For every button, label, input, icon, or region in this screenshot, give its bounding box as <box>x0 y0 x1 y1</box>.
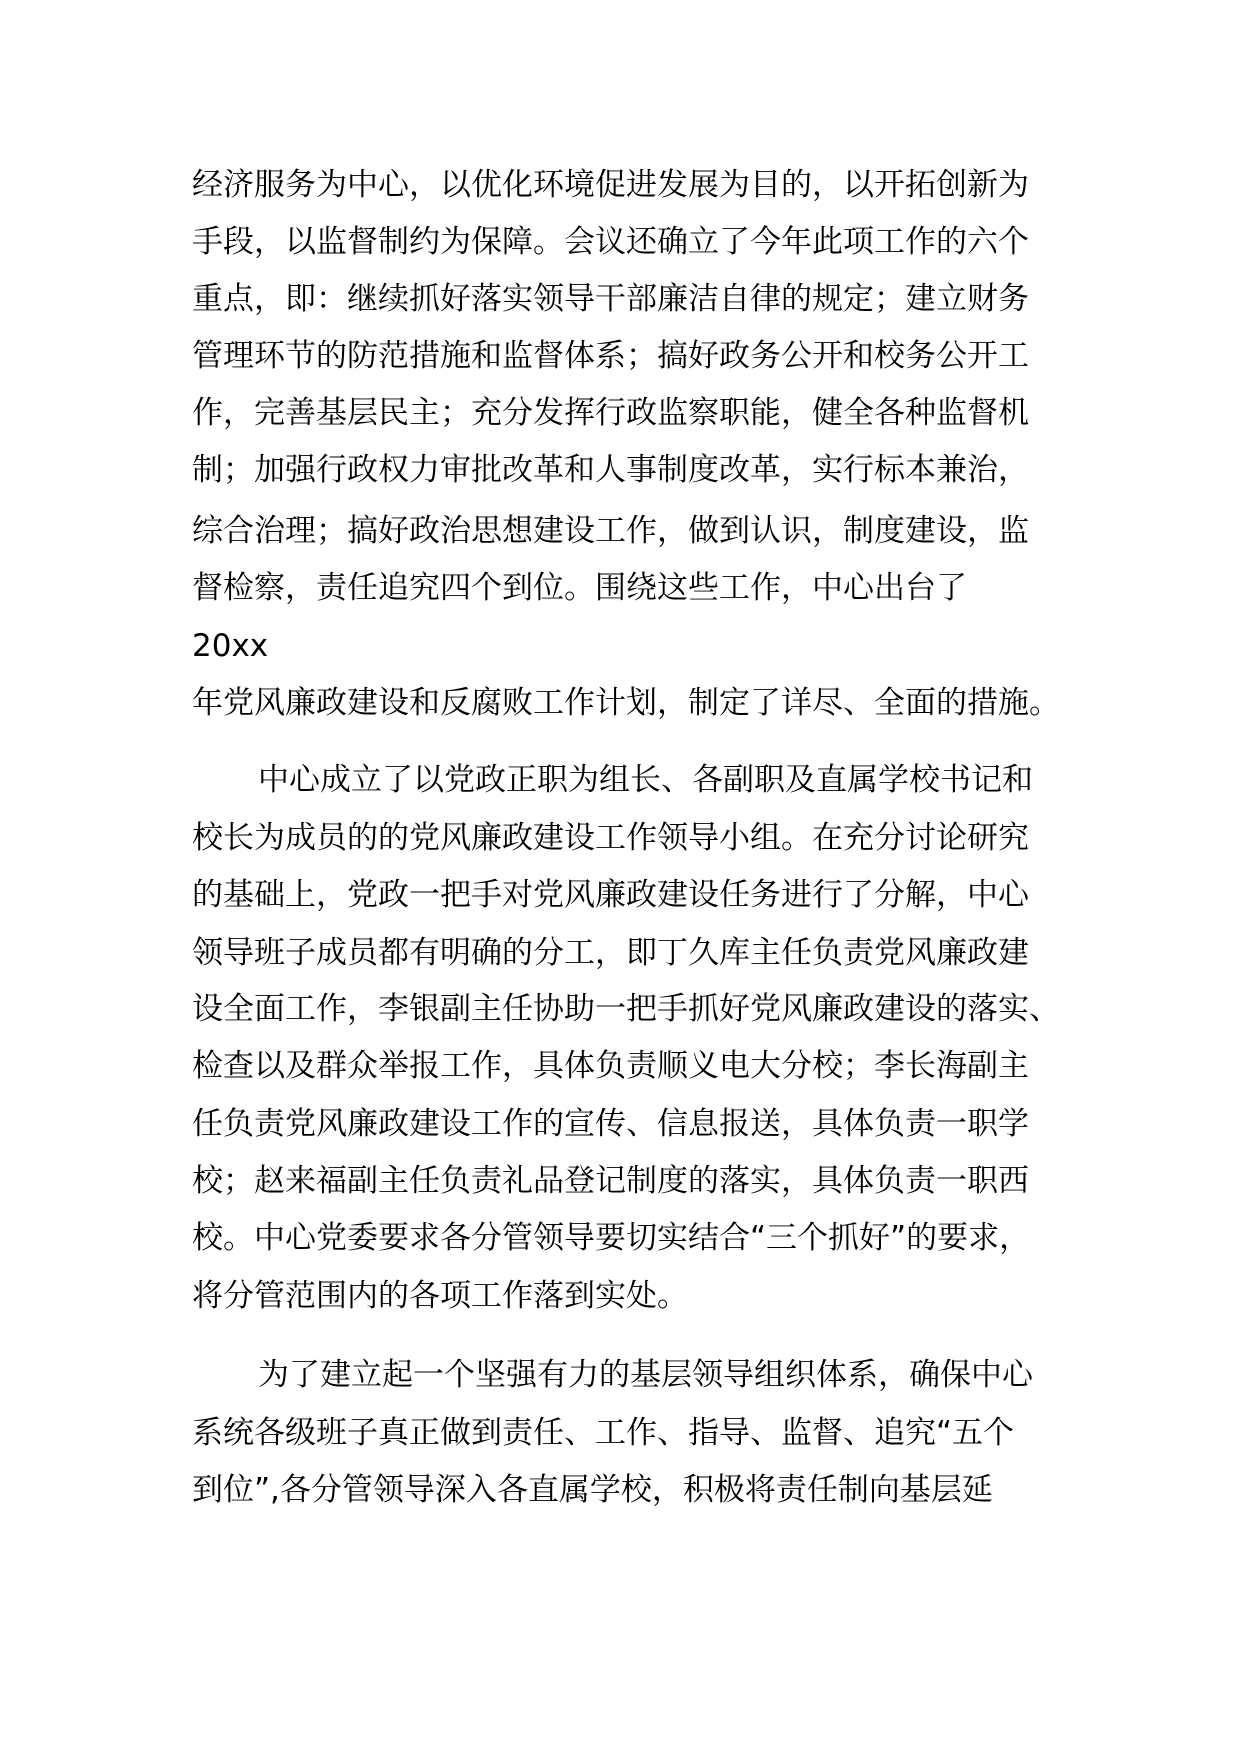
paragraph-line: 20xx <box>192 628 269 664</box>
paragraph-line: 校长为成员的的党风廉政建设工作领导小组。在充分讨论研究 <box>192 820 1029 856</box>
paragraph-line: 经济服务为中心，以优化环境促进发展为目的，以开拓创新为 <box>192 167 1029 203</box>
paragraph-line: 校；赵来福副主任负责礼品登记制度的落实，具体负责一职西 <box>192 1163 1029 1199</box>
paragraph-line: 设全面工作，李银副主任协助一把手抓好党风廉政建设的落实、 <box>192 991 1060 1027</box>
paragraph-line: 的基础上，党政一把手对党风廉政建设任务进行了分解，中心 <box>192 877 1029 913</box>
paragraph-line: 手段，以监督制约为保障。会议还确立了今年此项工作的六个 <box>192 224 1029 260</box>
paragraph-line: 系统各级班子真正做到责任、工作、指导、监督、追究“五个 <box>192 1415 1015 1451</box>
paragraph-line: 重点，即：继续抓好落实领导干部廉洁自律的规定；建立财务 <box>192 281 1029 317</box>
paragraph-line: 中心成立了以党政正职为组长、各副职及直属学校书记和 <box>258 762 1033 798</box>
paragraph-line: 为了建立起一个坚强有力的基层领导组织体系，确保中心 <box>258 1357 1033 1393</box>
paragraph-line: 任负责党风廉政建设工作的宣传、信息报送，具体负责一职学 <box>192 1106 1029 1142</box>
paragraph-line: 制；加强行政权力审批改革和人事制度改革，实行标本兼治， <box>192 452 1029 488</box>
paragraph-line: 将分管范围内的各项工作落到实处。 <box>192 1278 688 1314</box>
paragraph-line: 校。中心党委要求各分管领导要切实结合“三个抓好”的要求， <box>192 1220 1031 1256</box>
paragraph-line: 综合治理；搞好政治思想建设工作，做到认识，制度建设，监 <box>192 513 1029 549</box>
paragraph-line: 督检察，责任追究四个到位。围绕这些工作，中心出台了 <box>192 570 967 606</box>
paragraph-line: 到位”,各分管领导深入各直属学校，积极将责任制向基层延 <box>192 1472 993 1508</box>
paragraph-line: 年党风廉政建设和反腐败工作计划，制定了详尽、全面的措施。 <box>192 685 1060 721</box>
paragraph-line: 检查以及群众举报工作，具体负责顺义电大分校；李长海副主 <box>192 1048 1029 1084</box>
paragraph-line: 作，完善基层民主；充分发挥行政监察职能，健全各种监督机 <box>192 395 1029 431</box>
paragraph-line: 领导班子成员都有明确的分工，即丁久库主任负责党风廉政建 <box>192 935 1029 971</box>
paragraph-line: 管理环节的防范措施和监督体系；搞好政务公开和校务公开工 <box>192 338 1029 374</box>
